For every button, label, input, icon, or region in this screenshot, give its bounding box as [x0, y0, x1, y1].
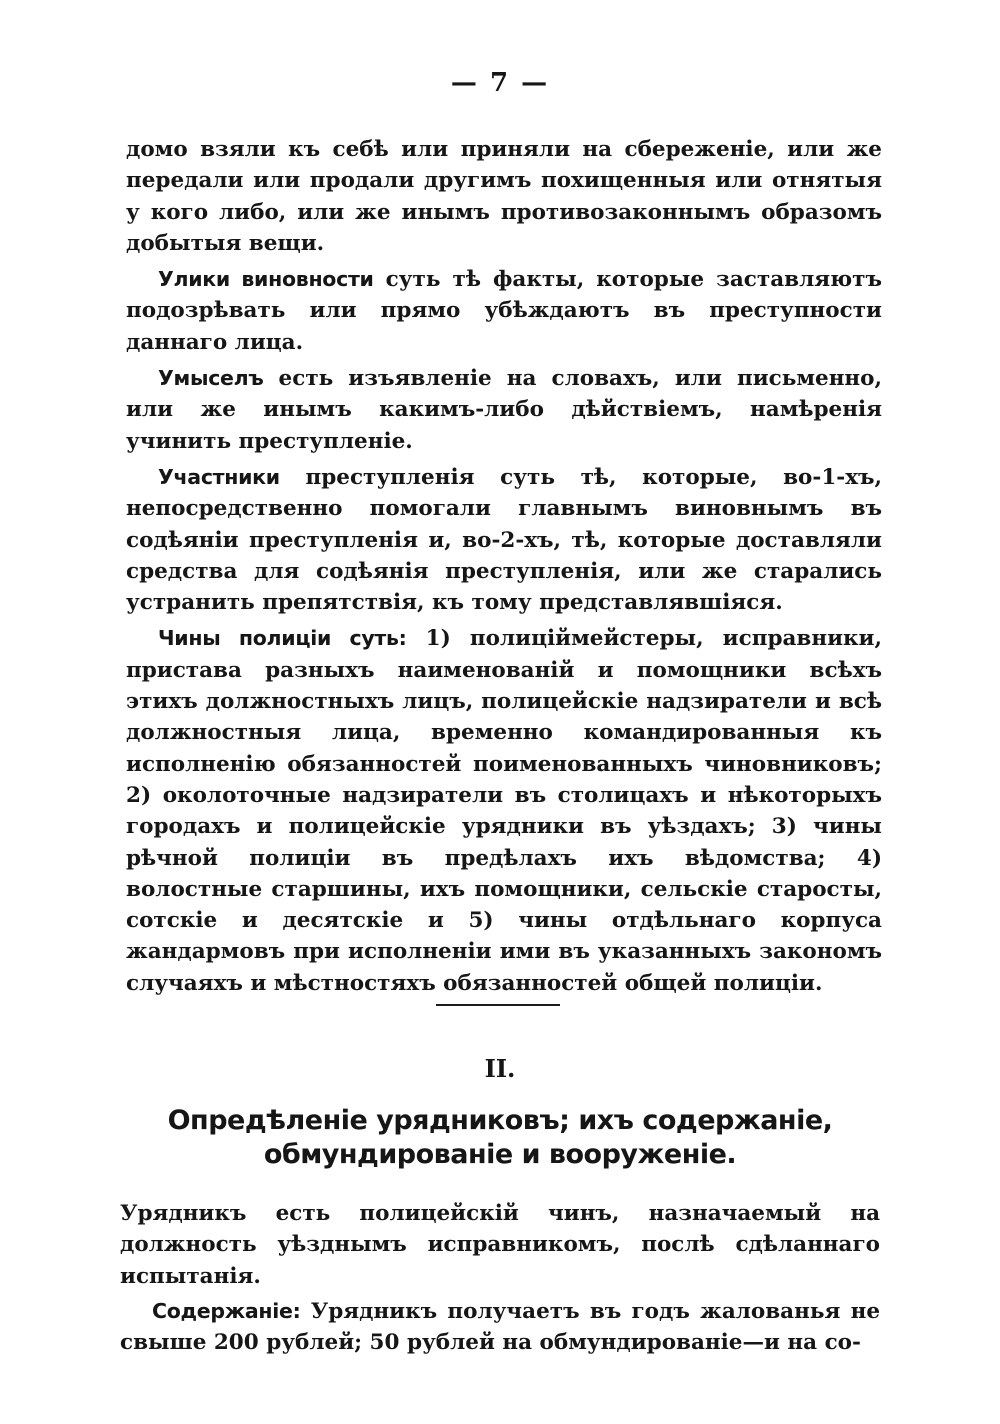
paragraph-text: есть изъявленіе на словахъ, или письменно, или же инымъ какимъ-либо дѣйствіемъ, намѣренія учинить преступленіе. — [126, 366, 882, 454]
page-number: — 7 — — [450, 68, 550, 98]
paragraph-salary — [120, 1296, 880, 1359]
term-police-ranks: Чины полиціи суть: — [158, 626, 407, 651]
section-text — [120, 1198, 880, 1358]
paragraph-participants — [126, 462, 882, 618]
section-divider — [436, 1004, 560, 1006]
paragraph-police-ranks — [126, 623, 882, 999]
paragraph-text: преступленія суть тѣ, которые, во-1-хъ, непосредственно помогали главнымъ виновнымъ въ содѣяніи преступленія и, во-2-хъ, тѣ, которые доставляли средства для содѣянія преступленія, или же старались устранить препятствія, къ тому представлявшіяся. — [126, 464, 882, 616]
term-salary: Содержаніе: — [152, 1298, 301, 1323]
term-participants: Участники — [158, 464, 280, 489]
definitions-text — [126, 134, 882, 999]
paragraph-text: Урядникъ есть полицейскій чинъ, назначаемый на должность уѣзднымъ исправникомъ, послѣ сдѣланнаго испытанія. — [120, 1201, 880, 1289]
paragraph-continuation — [126, 134, 882, 259]
paragraph-text: 1) полиціймейстеры, исправники, пристава разныхъ наименованій и помощники всѣхъ этихъ должностныхъ лицъ, полицейскіе надзиратели и всѣ должностныя лица, временно командированныя къ исполненію обязанностей поименованныхъ чиновниковъ; 2) околоточные надзиратели въ столицахъ и нѣкоторыхъ городахъ и полицейскіе урядники въ уѣздахъ; 3) чины рѣчной полиціи въ предѣлахъ ихъ вѣдомства; 4) волостные старшины, ихъ помощники, сельскіе старосты, сотскіе и десятскіе и 5) чины отдѣльнаго корпуса жандармовъ при исполненіи ими въ указанныхъ закономъ случаяхъ и мѣстностяхъ обязанностей общей полиціи. — [126, 626, 882, 996]
paragraph-text: домо взяли къ себѣ или приняли на сбереженіе, или же передали или продали другимъ похищенныя или отнятыя у кого либо, или же инымъ противозаконнымъ образомъ добытыя вещи. — [126, 137, 882, 256]
paragraph-text: суть тѣ факты, которые заставляютъ подозрѣвать или прямо убѣждаютъ въ преступности даннаго лица. — [126, 267, 882, 355]
paragraph-intent — [126, 363, 882, 457]
paragraph-text: Урядникъ получаетъ въ годъ жалованья не свыше 200 рублей; 50 рублей на обмундированіе—и на со- — [120, 1298, 880, 1356]
paragraph-definition — [120, 1198, 880, 1292]
section-title: Опредѣленіе урядниковъ; ихъ содержаніе, обмундированіе и вооруженіе. — [167, 1105, 833, 1170]
paragraph-evidence — [126, 264, 882, 358]
term-evidence: Улики виновности — [158, 267, 374, 292]
term-intent: Умыселъ — [158, 366, 264, 391]
section-number: II. — [484, 1054, 516, 1083]
